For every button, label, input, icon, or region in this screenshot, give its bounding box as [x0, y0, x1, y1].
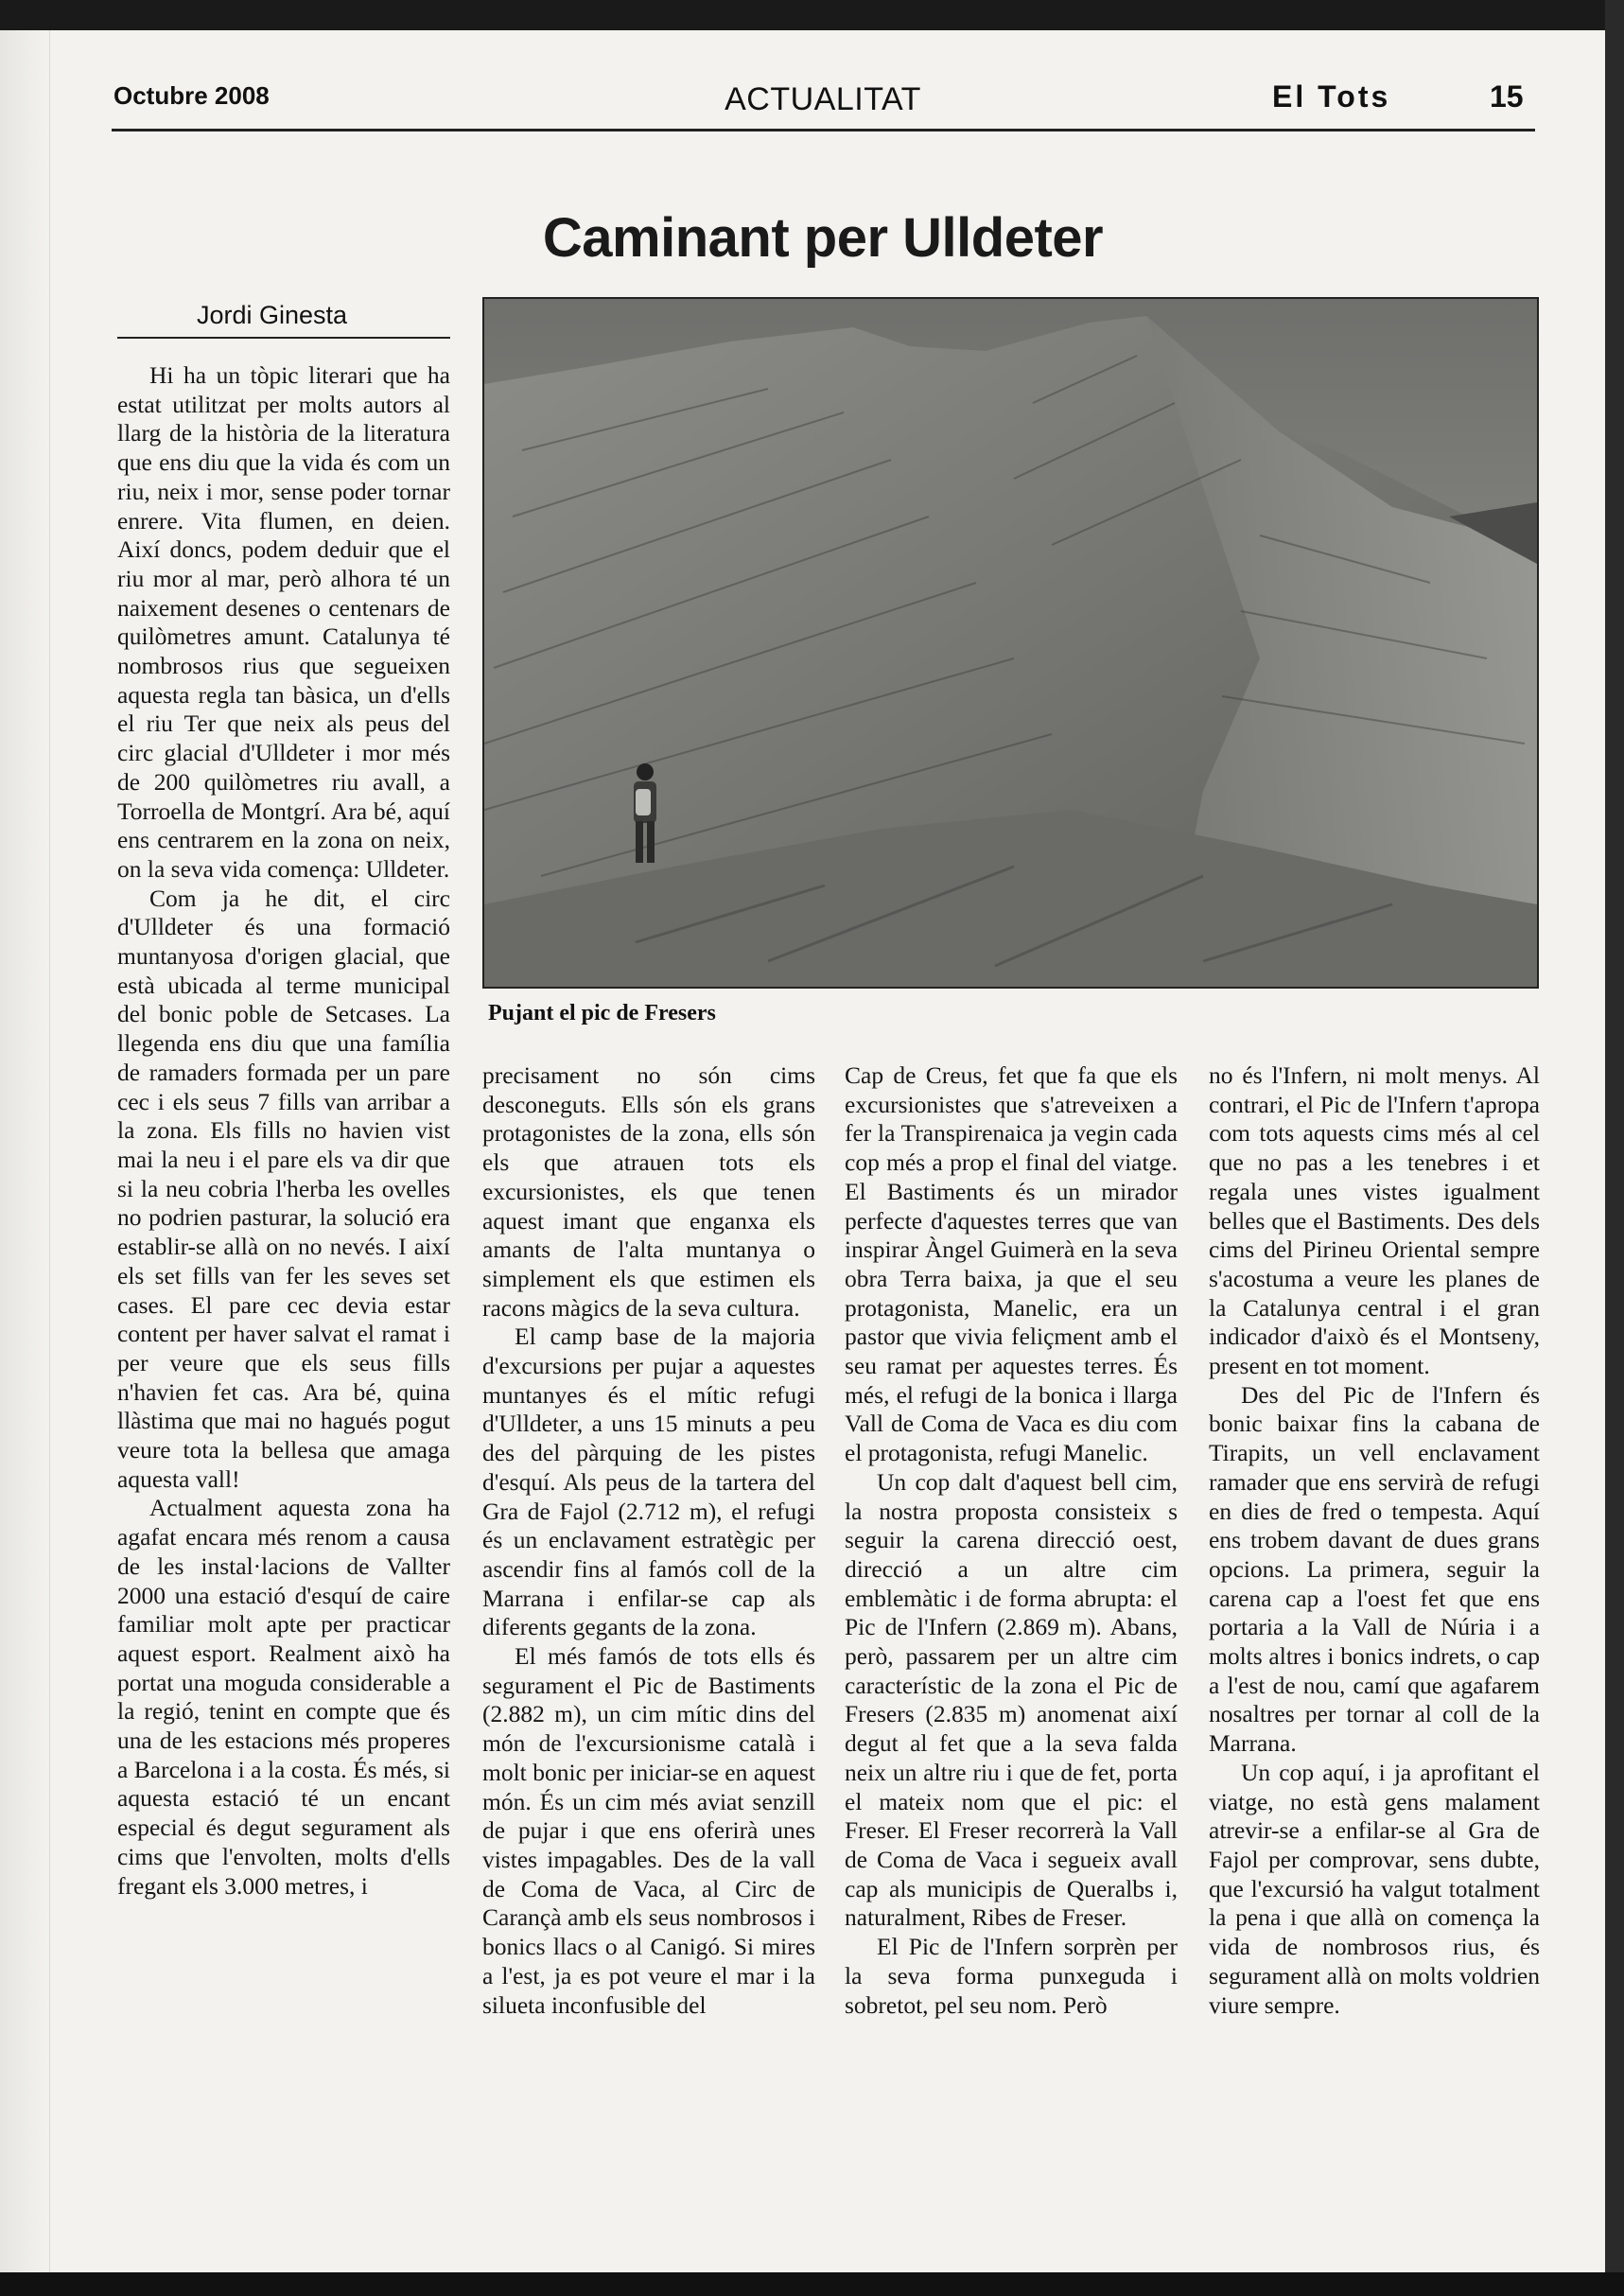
article-title: Caminant per Ulldeter [542, 207, 1104, 269]
mountain-ridge-photo [484, 299, 1537, 987]
author-divider [117, 337, 450, 339]
paragraph: Actualment aquesta zona ha agafat encara més renom a causa de les instal·lacions de Vallter 2000 una estació d'esquí de caire familiar molt apte per practicar aquest esport. Realment això ha portat una moguda considerable a la regió, tenint en compte que és una de les estacions més properes a Barcelona i a la costa. És més, si aquesta estació té un encant especial és degut segurament als cims que l'envolten, molts d'ells fregant els 3.000 metres, i [117, 1494, 450, 1900]
article-photo [482, 297, 1539, 989]
page-number: 15 [1490, 79, 1524, 114]
publication-name: El Tots [1272, 79, 1391, 114]
article-column-3 [845, 1061, 1178, 2282]
paragraph: El camp base de la majoria d'excursions per pujar a aquestes muntanyes és el mític refugi d'Ulldeter, a uns 15 minuts a peu des del pàrquing de les pistes d'esquí. Als peus de la tartera del Gra de Fajol (2.712 m), el refugi és un enclavament estratègic per ascendir fins al famós coll de la Marrana i enfilar-se cap als diferents gegants de la zona. [482, 1323, 815, 1641]
paragraph: Cap de Creus, fet que fa que els excursionistes que s'atreveixen a fer la Transpirenaica ja vegin cada cop més a prop el final del viatge. El Bastiments és un mirador perfecte d'aquestes terres que van inspirar Àngel Guimerà en la seva obra Terra baixa, ja que el seu protagonista, Manelic, era un pastor que vivia feliçment amb el seu ramat per aquestes terres. És més, el refugi de la bonica i llarga Vall de Coma de Vaca es diu com el protagonista, refugi Manelic. [845, 1061, 1178, 1467]
paragraph: Hi ha un tòpic literari que ha estat utilitzat per molts autors al llarg de la història de la literatura que ens diu que la vida és com un riu, neix i mor, sense poder tornar enrere. Vita flumen, en deien. Així doncs, podem deduir que el riu mor al mar, però alhora té un naixement desenes o centenars de quilòmetres amunt. Catalunya té nombrosos rius que segueixen aquesta regla tan bàsica, un d'ells el riu Ter que neix als peus del circ glacial d'Ulldeter i mor més de 200 quilòmetres riu avall, a Torroella de Montgrí. Ara bé, aquí ens centrarem en la zona on neix, on la seva vida comença: Ulldeter. [117, 361, 450, 883]
paragraph: Un cop dalt d'aquest bell cim, la nostra proposta consisteix s seguir la carena direcció oest, direcció a un altre cim emblemàtic i de forma abrupta: el Pic de l'Infern (2.869 m). Abans, però, passarem per un altre cim característic de la zona el Pic de Fresers (2.835 m) anomenat així degut al fet que a la seva falda neix un altre riu i que de fet, porta el mateix nom que el pic: el Freser. El Freser recorrerà la Vall de Coma de Vaca i segueix avall cap als municipis de Queralbs i, naturalment, Ribes de Freser. [845, 1467, 1178, 1932]
article-column-2 [482, 1061, 815, 2282]
paragraph: El Pic de l'Infern sorprèn per la seva forma punxeguda i sobretot, pel seu nom. Però [845, 1933, 1178, 2019]
paragraph: no és l'Infern, ni molt menys. Al contrari, el Pic de l'Infern t'apropa com tots aquests cims més al cel que no pas a les tenebres i et regala unes vistes igualment belles que el Bastiments. Des dels cims del Pirineu Oriental sempre s'acostuma a veure les planes de la Catalunya central i el gran indicador d'això és el Montseny, present en tot moment. [1209, 1061, 1540, 1380]
header-divider [112, 129, 1535, 131]
paragraph: Des del Pic de l'Infern és bonic baixar fins la cabana de Tirapits, un vell enclavament ramader que ens servirà de refugi en dies de fred o tempesta. Aquí ens trobem davant de dues grans opcions. La primera, seguir la carena cap a l'oest fet que ens portaria a la Vall de Núria i a molts altres i bonics indrets, o cap a l'est de nou, camí que agafarem nosaltres per tornar al coll de la Marrana. [1209, 1380, 1540, 1758]
issue-date: Octubre 2008 [114, 81, 270, 110]
paragraph: Un cop aquí, i ja aprofitant el viatge, no està gens malament atrevir-se a enfilar-se al Gra de Fajol per comprovar, sens dubte, que l'excursió ha valgut totalment la pena i que allà on comença la vida de nombrosos rius, és segurament allà on molts voldrien viure sempre. [1209, 1758, 1540, 2019]
paragraph: Com ja he dit, el circ d'Ulldeter és una formació muntanyosa d'origen glacial, que està ubicada al terme municipal del bonic poble de Setcases. La llegenda ens diu que una família de ramaders formada per un pare cec i els seus 7 fills van arribar a la zona. Els fills no havien vist mai la neu i el pare els va dir que si la neu cobria l'herba les ovelles no podrien pasturar, la solució era establir-se allà on no nevés. I així els set fills van fer les seves set cases. El pare cec devia estar content per haver salvat el ramat i per veure que els seus fills n'havien fet cas. Ara bé, quina llàstima que mai no hagués pogut veure tota la bellesa que amaga aquesta vall! [117, 884, 450, 1493]
scan-border-bottom [0, 2272, 1624, 2296]
scan-border-right [1605, 0, 1624, 2296]
paragraph: precisament no són cims desconeguts. Ells són els grans protagonistes de la zona, ells són els que atrauen tots els excursionistes, els que tenen aquest imant que enganxa els amants de l'alta muntanya o simplement els que estimen els racons màgics de la seva cultura. [482, 1061, 815, 1322]
paragraph: El més famós de tots ells és segurament el Pic de Bastiments (2.882 m), un cim mític dins del món de l'excursionisme català i molt bonic per iniciar-se en aquest món. És un cim més aviat senzill de pujar i que ens oferirà unes vistes impagables. Des de la vall de Coma de Vaca, al Circ de Carançà amb els seus nombrosos i bonics llacs o al Canigó. Si mires a l'est, ja es pot veure el mar i la silueta inconfusible del [482, 1642, 815, 2019]
photo-caption: Pujant el pic de Fresers [488, 1001, 716, 1025]
section-name: ACTUALITAT [725, 81, 921, 117]
article-author: Jordi Ginesta [197, 301, 348, 329]
article-column-1 [117, 361, 450, 2272]
page-fold-edge [0, 30, 50, 2272]
article-column-4 [1209, 1061, 1540, 2282]
